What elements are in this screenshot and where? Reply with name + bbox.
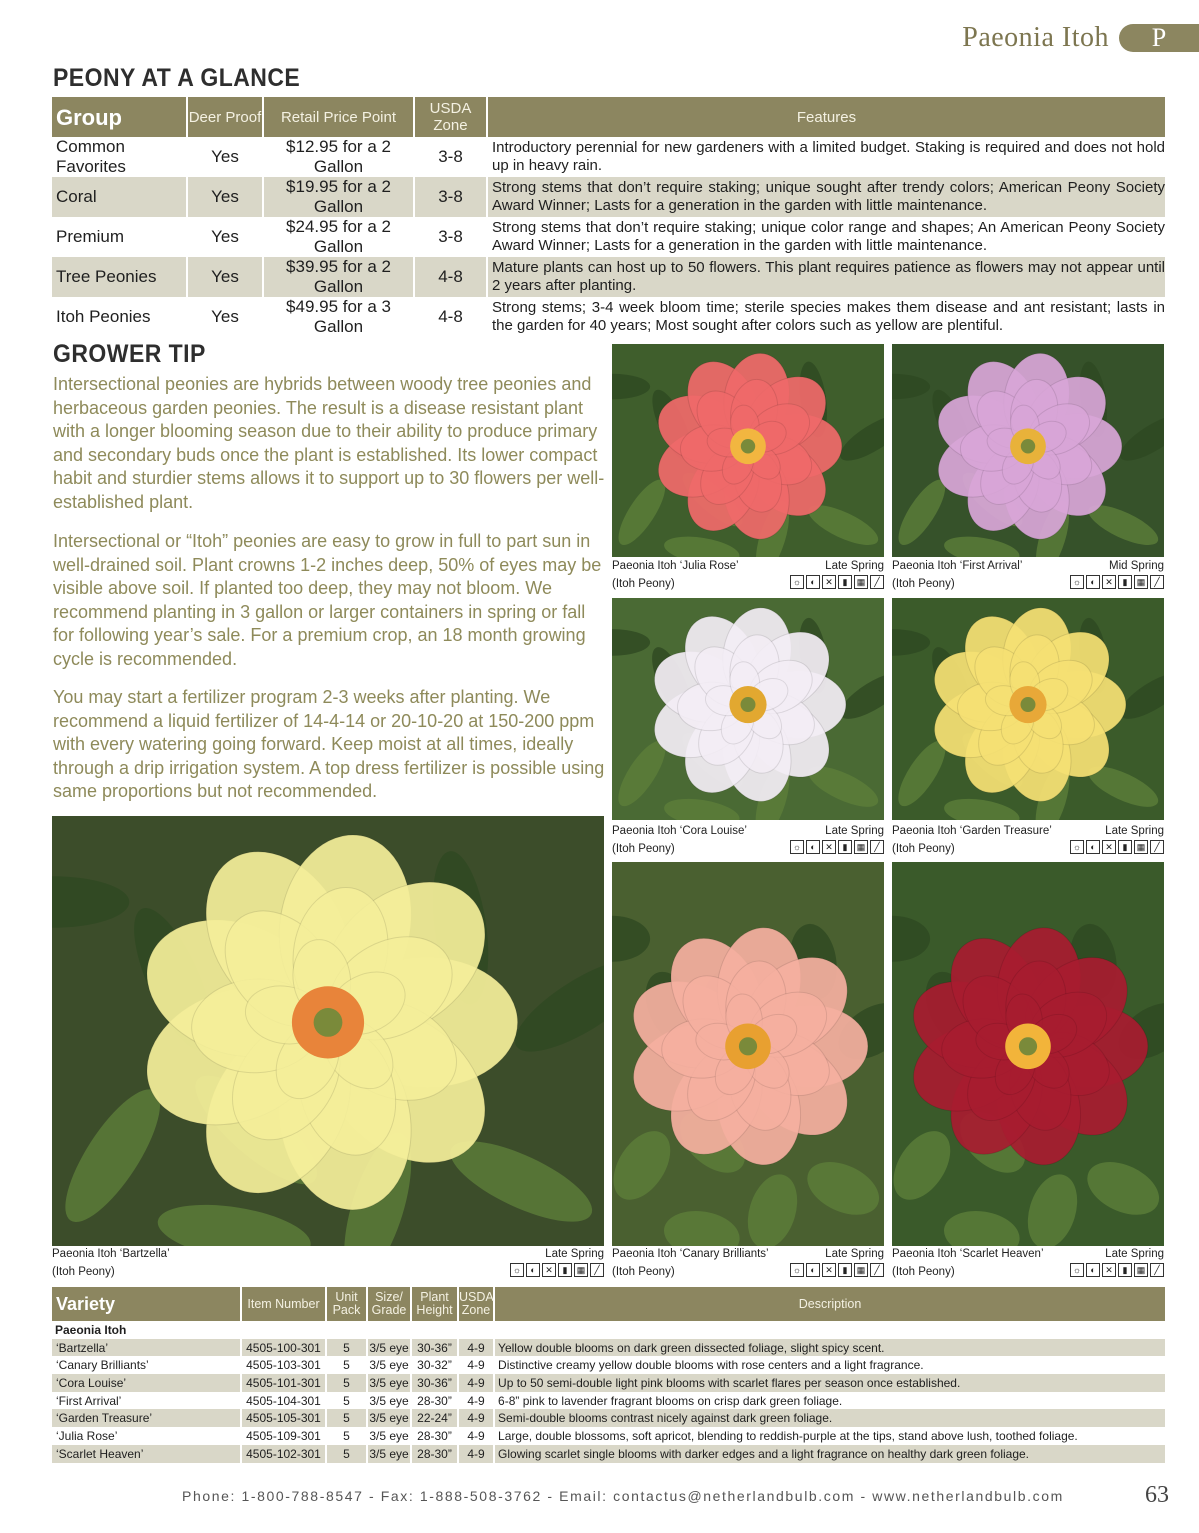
photo-first-arrival — [892, 344, 1164, 557]
variety-zone: 4-9 — [458, 1374, 494, 1392]
variety-height: 28-30” — [411, 1445, 458, 1463]
glance-cell-price: $49.95 for a 3 Gallon — [263, 297, 414, 337]
glance-cell-price: $19.95 for a 2 Gallon — [263, 177, 414, 217]
variety-row — [52, 1427, 1165, 1445]
care-icons — [510, 1263, 604, 1277]
care-icons — [790, 840, 884, 854]
caption-season: Late Spring — [545, 1248, 604, 1260]
variety-height: 22-24” — [411, 1409, 458, 1427]
caption-name: Paeonia Itoh ‘Bartzella’ — [52, 1248, 170, 1260]
page-header — [962, 22, 1199, 54]
grower-tip-title: GROWER TIP — [53, 340, 206, 368]
caption-season: Late Spring — [825, 1248, 884, 1260]
caption-season: Mid Spring — [1109, 560, 1164, 572]
variety-row — [52, 1392, 1165, 1410]
glance-row — [52, 137, 1165, 177]
variety-item: 4505-109-301 — [241, 1427, 326, 1445]
zone-icon: ▦ — [574, 1263, 588, 1277]
variety-size: 3/5 eye — [367, 1427, 411, 1445]
caption-name: Paeonia Itoh ‘Cora Louise’ — [612, 825, 747, 837]
variety-row — [52, 1374, 1165, 1392]
caption-sub: (Itoh Peony) — [612, 578, 675, 590]
care-icons — [790, 575, 884, 589]
variety-height: 30-36” — [411, 1374, 458, 1392]
glance-cell-zone: 4-8 — [414, 257, 487, 297]
deer-resistant-icon: ✕ — [822, 575, 836, 589]
variety-item: 4505-104-301 — [241, 1392, 326, 1410]
variety-zone: 4-9 — [458, 1339, 494, 1357]
variety-desc: 6-8” pink to lavender fragrant blooms on crisp dark green foliage. — [498, 1393, 843, 1408]
variety-name: ‘Cora Louise’ — [52, 1374, 241, 1392]
cut-flower-icon: ╱ — [1150, 575, 1164, 589]
variety-table — [52, 1287, 1165, 1463]
part-sun-icon: ◐ — [1086, 575, 1100, 589]
variety-name: ‘Bartzella’ — [52, 1339, 241, 1357]
caption-sub: (Itoh Peony) — [892, 578, 955, 590]
caption-cora-louise — [612, 822, 884, 858]
glance-cell-features: Mature plants can host up to 50 flowers. This plant requires patience as flowers may not appear until 2 years after planting. — [487, 257, 1165, 297]
care-icons — [1070, 1263, 1164, 1277]
caption-canary-brilliants — [612, 1245, 884, 1281]
variety-size: 3/5 eye — [367, 1392, 411, 1410]
photo-scarlet-heaven — [892, 862, 1164, 1246]
variety-desc: Distinctive creamy yellow double blooms with rose centers and a light fragrance. — [498, 1358, 924, 1373]
glance-cell-group: Tree Peonies — [52, 257, 187, 297]
variety-row — [52, 1356, 1165, 1374]
glance-cell-deer: Yes — [187, 257, 263, 297]
sun-icon: ☼ — [1070, 1263, 1084, 1277]
glance-cell-group: Premium — [52, 217, 187, 257]
height-icon: ▮ — [838, 1263, 852, 1277]
variety-size: 3/5 eye — [367, 1356, 411, 1374]
variety-desc: Large, double blossoms, soft apricot, blending to reddish-purple at the tips, stand above lush, toothed foliage. — [498, 1428, 1078, 1443]
col-zone: USDA Zone — [414, 97, 487, 137]
glance-cell-features: Introductory perennial for new gardeners with a limited budget. Staking is required and does not hold up in heavy rain. — [492, 139, 1165, 174]
variety-size: 3/5 eye — [367, 1374, 411, 1392]
variety-height: 30-32” — [411, 1356, 458, 1374]
variety-unit: 5 — [326, 1374, 367, 1392]
part-sun-icon: ◐ — [806, 1263, 820, 1277]
glance-cell-group: Common Favorites — [52, 137, 187, 177]
deer-resistant-icon: ✕ — [1102, 840, 1116, 854]
glance-cell-zone: 3-8 — [414, 177, 487, 217]
grower-tip-paragraph: Intersectional peonies are hybrids between woody tree peonies and herbaceous garden peonies. The result is a disease resistant plant with a longer blooming season due to their ability to produce primary and secondary buds once the plant is established. Its lower compact habit and sturdier stems allows it to support up to 30 flowers per well-established plant. — [53, 374, 605, 512]
variety-zone: 4-9 — [458, 1392, 494, 1410]
glance-cell-group: Itoh Peonies — [52, 297, 187, 337]
variety-unit: 5 — [326, 1356, 367, 1374]
variety-desc: Semi-double blooms contrast nicely against dark green foliage. — [494, 1409, 1165, 1427]
caption-sub: (Itoh Peony) — [52, 1266, 115, 1278]
variety-name: ‘Scarlet Heaven’ — [52, 1445, 241, 1463]
variety-row — [52, 1339, 1165, 1357]
genus-label: Paeonia Itoh — [55, 1322, 127, 1337]
page-number: 63 — [1145, 1482, 1169, 1508]
caption-garden-treasure — [892, 822, 1164, 858]
peony-image — [892, 598, 1164, 820]
part-sun-icon: ◐ — [1086, 840, 1100, 854]
variety-height: 30-36” — [411, 1339, 458, 1357]
glance-row — [52, 217, 1165, 257]
peony-image — [612, 862, 884, 1246]
glance-row — [52, 177, 1165, 217]
caption-season: Late Spring — [825, 825, 884, 837]
sun-icon: ☼ — [1070, 840, 1084, 854]
caption-sub: (Itoh Peony) — [612, 843, 675, 855]
caption-name: Paeonia Itoh ‘Garden Treasure’ — [892, 825, 1052, 837]
variety-name: ‘Julia Rose’ — [52, 1427, 241, 1445]
variety-zone: 4-9 — [458, 1445, 494, 1463]
care-icons — [790, 1263, 884, 1277]
col-item: Item Number — [241, 1287, 326, 1321]
grower-tip-paragraph: You may start a fertilizer program 2-3 weeks after planting. We recommend a liquid fertilizer of 14-4-14 or 20-10-20 at 150-200 ppm with every watering going forward. Keep moist at all times, ideally through a drip irrigation system. A top dress fertilizer is possible using same proportions but not recommended. — [53, 687, 605, 801]
cut-flower-icon: ╱ — [1150, 1263, 1164, 1277]
deer-resistant-icon: ✕ — [542, 1263, 556, 1277]
variety-height: 28-30” — [411, 1392, 458, 1410]
glance-cell-price: $12.95 for a 2 Gallon — [263, 137, 414, 177]
variety-name: ‘Garden Treasure’ — [52, 1409, 241, 1427]
variety-item: 4505-100-301 — [241, 1339, 326, 1357]
peony-image — [892, 862, 1164, 1246]
deer-resistant-icon: ✕ — [1102, 1263, 1116, 1277]
variety-unit: 5 — [326, 1427, 367, 1445]
variety-item: 4505-102-301 — [241, 1445, 326, 1463]
zone-icon: ▦ — [1134, 1263, 1148, 1277]
height-icon: ▮ — [1118, 840, 1132, 854]
peony-image — [52, 816, 604, 1246]
glance-row — [52, 257, 1165, 297]
variety-desc: Glowing scarlet single blooms with darker edges and a light fragrance on healthy dark green foliage. — [494, 1445, 1165, 1463]
peony-image — [892, 344, 1164, 557]
variety-size: 3/5 eye — [367, 1409, 411, 1427]
caption-sub: (Itoh Peony) — [892, 843, 955, 855]
col-deer: Deer Proof — [187, 97, 263, 137]
variety-height: 28-30” — [411, 1427, 458, 1445]
caption-bartzella — [52, 1245, 604, 1281]
variety-zone: 4-9 — [458, 1427, 494, 1445]
glance-cell-zone: 4-8 — [414, 297, 487, 337]
caption-first-arrival — [892, 557, 1164, 593]
col-zone: USDA Zone — [458, 1287, 494, 1321]
glance-cell-deer: Yes — [187, 297, 263, 337]
peony-image — [612, 344, 884, 557]
photo-canary-brilliants — [612, 862, 884, 1246]
deer-resistant-icon: ✕ — [1102, 575, 1116, 589]
variety-unit: 5 — [326, 1409, 367, 1427]
caption-scarlet-heaven — [892, 1245, 1164, 1281]
glance-cell-price: $24.95 for a 2 Gallon — [263, 217, 414, 257]
deer-resistant-icon: ✕ — [822, 1263, 836, 1277]
caption-name: Paeonia Itoh ‘First Arrival’ — [892, 560, 1023, 572]
col-variety: Variety — [52, 1287, 241, 1321]
part-sun-icon: ◐ — [806, 575, 820, 589]
cut-flower-icon: ╱ — [870, 1263, 884, 1277]
zone-icon: ▦ — [1134, 840, 1148, 854]
col-size: Size/ Grade — [367, 1287, 411, 1321]
sun-icon: ☼ — [1070, 575, 1084, 589]
glance-row — [52, 297, 1165, 337]
zone-icon: ▦ — [854, 840, 868, 854]
glance-cell-group: Coral — [52, 177, 187, 217]
variety-name: ‘First Arrival’ — [52, 1392, 241, 1410]
cut-flower-icon: ╱ — [1150, 840, 1164, 854]
col-group: Group — [52, 97, 187, 137]
col-height: Plant Height — [411, 1287, 458, 1321]
glance-cell-price: $39.95 for a 2 Gallon — [263, 257, 414, 297]
zone-icon: ▦ — [854, 1263, 868, 1277]
photo-cora-louise — [612, 598, 884, 820]
variety-desc: Up to 50 semi-double light pink blooms with scarlet flares per season once established. — [494, 1374, 1165, 1392]
part-sun-icon: ◐ — [806, 840, 820, 854]
peony-image — [612, 598, 884, 820]
caption-sub: (Itoh Peony) — [612, 1266, 675, 1278]
caption-name: Paeonia Itoh ‘Canary Brilliants’ — [612, 1248, 769, 1260]
caption-sub: (Itoh Peony) — [892, 1266, 955, 1278]
caption-season: Late Spring — [1105, 1248, 1164, 1260]
variety-item: 4505-105-301 — [241, 1409, 326, 1427]
section-tab: P — [1119, 24, 1199, 52]
variety-desc: Yellow double blooms on dark green dissected foliage, slight spicy scent. — [494, 1339, 1165, 1357]
photo-julia-rose — [612, 344, 884, 557]
glance-cell-deer: Yes — [187, 217, 263, 257]
grower-tip-paragraph: Intersectional or “Itoh” peonies are easy to grow in full to part sun in well-drained soil. Plant crowns 1-2 inches deep, 50% of eyes may be visible above soil. If planted too deep, they may not bloom. We recommend planting in 3 gallon or larger containers in spring or fall for following year’s sale. For a premium crop, an 18 month growing cycle is recommended. — [53, 531, 602, 669]
cut-flower-icon: ╱ — [590, 1263, 604, 1277]
variety-name: ‘Canary Brilliants’ — [52, 1356, 241, 1374]
variety-row — [52, 1409, 1165, 1427]
variety-size: 3/5 eye — [367, 1445, 411, 1463]
care-icons — [1070, 575, 1164, 589]
glance-cell-zone: 3-8 — [414, 137, 487, 177]
height-icon: ▮ — [1118, 1263, 1132, 1277]
glance-cell-zone: 3-8 — [414, 217, 487, 257]
height-icon: ▮ — [558, 1263, 572, 1277]
glance-cell-features: Strong stems that don’t require staking; unique color range and shapes; An American Peony Society Award Winner; Lasts for a generation in the garden with little maintenance. — [492, 219, 1165, 254]
col-features: Features — [487, 97, 1165, 137]
col-unit: Unit Pack — [326, 1287, 367, 1321]
variety-item: 4505-101-301 — [241, 1374, 326, 1392]
page-header-title: Paeonia Itoh — [962, 22, 1109, 53]
deer-resistant-icon: ✕ — [822, 840, 836, 854]
caption-name: Paeonia Itoh ‘Scarlet Heaven’ — [892, 1248, 1044, 1260]
glance-cell-deer: Yes — [187, 177, 263, 217]
glance-cell-features: Strong stems; 3-4 week bloom time; sterile species makes them disease and ant resistant; lasts in the garden for 40 years; Most sought after colors such as yellow are plentiful. — [492, 299, 1165, 334]
sun-icon: ☼ — [510, 1263, 524, 1277]
height-icon: ▮ — [838, 840, 852, 854]
caption-name: Paeonia Itoh ‘Julia Rose’ — [612, 560, 739, 572]
caption-season: Late Spring — [825, 560, 884, 572]
height-icon: ▮ — [838, 575, 852, 589]
cut-flower-icon: ╱ — [870, 575, 884, 589]
photo-garden-treasure — [892, 598, 1164, 820]
glance-table — [52, 97, 1165, 337]
sun-icon: ☼ — [790, 840, 804, 854]
variety-unit: 5 — [326, 1392, 367, 1410]
glance-title: PEONY AT A GLANCE — [53, 64, 301, 92]
photo-bartzella — [52, 816, 604, 1246]
sun-icon: ☼ — [790, 1263, 804, 1277]
variety-row — [52, 1445, 1165, 1463]
variety-item: 4505-103-301 — [241, 1356, 326, 1374]
variety-zone: 4-9 — [458, 1409, 494, 1427]
care-icons — [1070, 840, 1164, 854]
height-icon: ▮ — [1118, 575, 1132, 589]
footer-contact: Phone: 1-800-788-8547 - Fax: 1-888-508-3762 - Email: contactus@netherlandbulb.com - www.netherlandbulb.com — [182, 1488, 1064, 1504]
caption-julia-rose — [612, 557, 884, 593]
variety-size: 3/5 eye — [367, 1339, 411, 1357]
col-description: Description — [494, 1287, 1165, 1321]
col-price: Retail Price Point — [263, 97, 414, 137]
part-sun-icon: ◐ — [526, 1263, 540, 1277]
caption-season: Late Spring — [1105, 825, 1164, 837]
variety-unit: 5 — [326, 1339, 367, 1357]
glance-cell-features: Strong stems that don’t require staking; unique sought after trendy colors; American Peony Society Award Winner; Lasts for a generation in the garden with little maintenance. — [487, 177, 1165, 217]
variety-zone: 4-9 — [458, 1356, 494, 1374]
variety-unit: 5 — [326, 1445, 367, 1463]
cut-flower-icon: ╱ — [870, 840, 884, 854]
part-sun-icon: ◐ — [1086, 1263, 1100, 1277]
zone-icon: ▦ — [1134, 575, 1148, 589]
genus-row — [52, 1321, 1165, 1339]
zone-icon: ▦ — [854, 575, 868, 589]
glance-cell-deer: Yes — [187, 137, 263, 177]
sun-icon: ☼ — [790, 575, 804, 589]
